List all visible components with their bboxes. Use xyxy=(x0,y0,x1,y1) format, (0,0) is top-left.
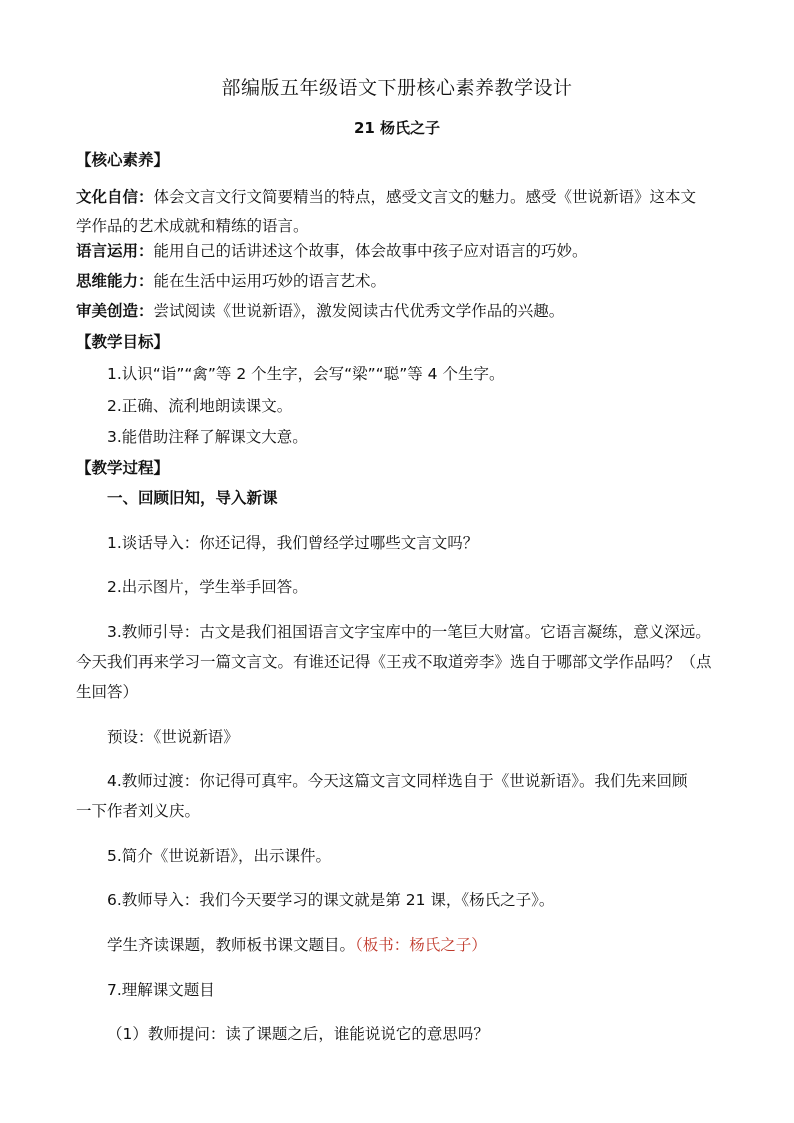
process-step: 2.出示图片，学生举手回答。 xyxy=(107,578,308,596)
board-note: （板书：杨氏之子） xyxy=(355,936,487,954)
document-title: 部编版五年级语文下册核心素养教学设计 xyxy=(221,77,573,99)
process-substep: （1）教师提问：读了课题之后，谁能说说它的意思吗？ xyxy=(107,1025,489,1043)
core-literacy-item-culture-cont: 学作品的艺术成就和精练的语言。 xyxy=(76,217,309,235)
section-heading-goals: 【教学目标】 xyxy=(76,333,170,351)
goal-item: 1.认识“诣”“禽”等 2 个生字，会写“梁”“聪”等 4 个生字。 xyxy=(107,365,505,383)
process-step: 5.简介《世说新语》，出示课件。 xyxy=(107,847,332,865)
note-text: 学生齐读课题，教师板书课文题目。 xyxy=(107,936,356,954)
core-literacy-item-culture xyxy=(76,187,696,207)
process-part-title: 一、回顾旧知，导入新课 xyxy=(107,489,278,507)
process-step: 1.谈话导入：你还记得，我们曾经学过哪些文言文吗？ xyxy=(107,534,479,552)
item-label: 文化自信： xyxy=(76,188,154,206)
process-step-note xyxy=(107,935,487,955)
item-text: 能在生活中运用巧妙的语言艺术。 xyxy=(153,272,387,290)
process-preset: 预设：《世说新语》 xyxy=(107,728,239,746)
core-literacy-item-thinking xyxy=(76,271,386,291)
process-step-cont: 今天我们再来学习一篇文言文。有谁还记得《王戎不取道旁李》选自于哪部文学作品吗？（点 xyxy=(76,653,712,671)
item-text: 尝试阅读《世说新语》，激发阅读古代优秀文学作品的兴趣。 xyxy=(153,302,565,320)
item-label: 思维能力： xyxy=(76,272,154,290)
item-label: 审美创造： xyxy=(76,302,154,320)
goal-item: 2.正确、流利地朗读课文。 xyxy=(107,397,293,415)
process-step-cont: 一下作者刘义庆。 xyxy=(76,802,201,820)
goal-item: 3.能借助注释了解课文大意。 xyxy=(107,428,308,446)
section-heading-core-literacy: 【核心素养】 xyxy=(76,151,170,169)
core-literacy-item-aesthetic xyxy=(76,301,564,321)
section-heading-process: 【教学过程】 xyxy=(76,459,170,477)
item-text: 能用自己的话讲述这个故事，体会故事中孩子应对语言的巧妙。 xyxy=(153,242,588,260)
item-text: 体会文言文行文简要精当的特点，感受文言文的魅力。感受《世说新语》这本文 xyxy=(153,188,697,206)
core-literacy-item-language xyxy=(76,241,588,261)
process-step: 3.教师引导：古文是我们祖国语言文字宝库中的一笔巨大财富。它语言凝练，意义深远。 xyxy=(107,623,711,641)
lesson-title: 21 杨氏之子 xyxy=(353,119,441,137)
process-step: 4.教师过渡：你记得可真牢。今天这篇文言文同样选自于《世说新语》。我们先来回顾 xyxy=(107,772,688,790)
item-label: 语言运用： xyxy=(76,242,154,260)
process-step: 7.理解课文题目 xyxy=(107,981,215,999)
process-step-cont: 生回答） xyxy=(76,683,139,701)
process-step: 6.教师导入：我们今天要学习的课文就是第 21 课，《杨氏之子》。 xyxy=(107,891,555,909)
